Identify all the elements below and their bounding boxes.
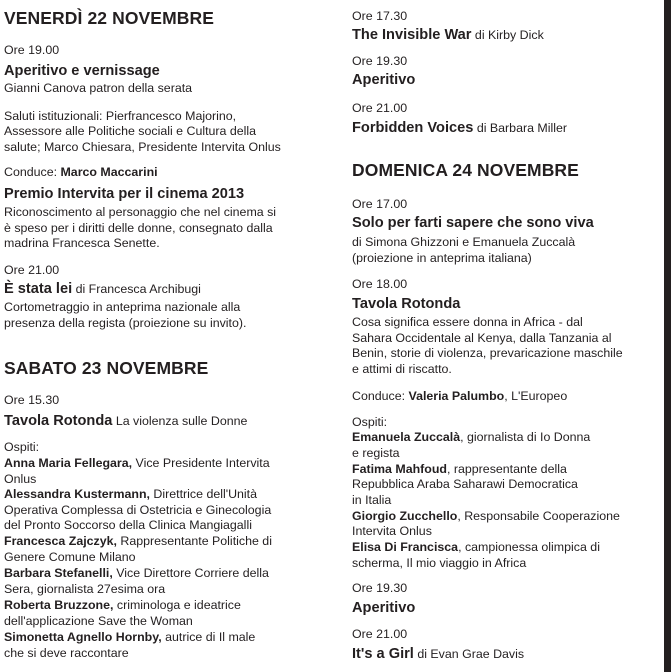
film-title-line bbox=[352, 646, 524, 663]
guest-line: in Italia bbox=[352, 493, 392, 507]
event-time: Ore 15.30 bbox=[4, 393, 60, 407]
prize-description: madrina Francesca Senette. bbox=[4, 236, 160, 250]
guest-role: , Responsabile Cooperazione bbox=[457, 509, 620, 523]
roundtable-title: Tavola Rotonda bbox=[4, 413, 113, 429]
roundtable-title-line bbox=[4, 413, 247, 430]
guest-role: criminologa e ideatrice bbox=[113, 598, 241, 612]
event-title: Aperitivo bbox=[352, 600, 416, 616]
guest-name: Fatima Mahfoud bbox=[352, 462, 447, 476]
event-time: Ore 18.00 bbox=[352, 277, 408, 291]
event-time: Ore 19.30 bbox=[352, 54, 408, 68]
event-description: Gianni Canova patron della serata bbox=[4, 81, 193, 95]
guest-line bbox=[4, 566, 269, 581]
film-description: presenza della regista (proiezione su invito). bbox=[4, 316, 247, 330]
guest-line: dell'applicazione Save the Woman bbox=[4, 614, 193, 628]
guest-line bbox=[352, 462, 567, 477]
event-time: Ore 21.00 bbox=[352, 627, 408, 641]
event-time: Ore 21.00 bbox=[352, 101, 408, 115]
roundtable-description: Benin, storie di violenza, prevaricazione maschile bbox=[352, 346, 623, 360]
conduce-name: Valeria Palumbo bbox=[408, 389, 505, 403]
conduce-name: Marco Maccarini bbox=[60, 165, 158, 179]
prize-title: Premio Intervita per il cinema 2013 bbox=[4, 186, 245, 202]
film-title: È stata lei bbox=[4, 281, 73, 297]
guest-name: Francesca Zajczyk, bbox=[4, 534, 117, 548]
event-time: Ore 17.00 bbox=[352, 197, 408, 211]
event-time: Ore 17.30 bbox=[352, 9, 408, 23]
film-title-line bbox=[352, 27, 544, 44]
prize-description: Riconoscimento al personaggio che nel cinema si bbox=[4, 205, 277, 219]
guest-role: autrice di Il male bbox=[161, 630, 256, 644]
event-time: Ore 19.00 bbox=[4, 43, 60, 57]
film-director: di Francesca Archibugi bbox=[72, 282, 201, 296]
film-director: di Kirby Dick bbox=[471, 28, 544, 42]
guest-line bbox=[4, 456, 270, 471]
film-title: It's a Girl bbox=[352, 646, 414, 662]
film-title: Solo per farti sapere che sono viva bbox=[352, 215, 594, 231]
guest-name: Barbara Stefanelli, bbox=[4, 566, 113, 580]
guest-line bbox=[4, 534, 272, 549]
prize-description: è speso per i diritti delle donne, consegnato dalla bbox=[4, 221, 273, 235]
guest-name: Alessandra Kustermann, bbox=[4, 487, 150, 501]
greetings-line: salute; Marco Chiesara, Presidente Intervita Onlus bbox=[4, 140, 281, 154]
guest-line: che si deve raccontare bbox=[4, 646, 129, 660]
guest-line: del Pronto Soccorso della Clinica Mangiagalli bbox=[4, 518, 252, 532]
day-heading-friday: VENERDÌ 22 NOVEMBRE bbox=[4, 8, 215, 28]
film-title: The Invisible War bbox=[352, 27, 472, 43]
film-director: di Barbara Miller bbox=[473, 121, 568, 135]
guest-line bbox=[4, 630, 255, 645]
conduce-affiliation: , L'Europeo bbox=[504, 389, 568, 403]
event-time: Ore 21.00 bbox=[4, 263, 60, 277]
guest-line: scherma, Il mio viaggio in Africa bbox=[352, 556, 527, 570]
guest-name: Emanuela Zuccalà bbox=[352, 430, 461, 444]
guest-name: Elisa Di Francisca bbox=[352, 540, 459, 554]
event-title: Aperitivo bbox=[352, 72, 416, 88]
guest-line bbox=[352, 509, 620, 524]
roundtable-title: Tavola Rotonda bbox=[352, 296, 461, 312]
day-heading-saturday: SABATO 23 NOVEMBRE bbox=[4, 358, 209, 378]
film-title-line bbox=[352, 120, 567, 137]
guest-role: , giornalista di Io Donna bbox=[460, 430, 591, 444]
guest-role: , rappresentante della bbox=[447, 462, 567, 476]
guest-line: Intervita Onlus bbox=[352, 524, 432, 538]
guest-line: Onlus bbox=[4, 472, 37, 486]
guest-name: Simonetta Agnello Hornby, bbox=[4, 630, 162, 644]
film-description: di Simona Ghizzoni e Emanuela Zuccalà bbox=[352, 235, 576, 249]
guest-line bbox=[352, 540, 600, 555]
conduce-line bbox=[352, 389, 567, 404]
greetings-line: Assessore alle Politiche sociali e Cultura della bbox=[4, 124, 257, 138]
film-title-line bbox=[4, 281, 201, 298]
guest-line bbox=[4, 487, 257, 502]
guest-role: Direttrice dell'Unità bbox=[149, 487, 258, 501]
guests-label: Ospiti: bbox=[4, 440, 40, 454]
guest-line: e regista bbox=[352, 446, 400, 460]
guest-line bbox=[4, 598, 241, 613]
guests-label: Ospiti: bbox=[352, 415, 388, 429]
roundtable-description: Sahara Occidentale al Kenya, dalla Tanzania al bbox=[352, 331, 612, 345]
event-time: Ore 19.30 bbox=[352, 581, 408, 595]
page-edge-bar bbox=[664, 0, 671, 672]
guest-name: Roberta Bruzzone, bbox=[4, 598, 114, 612]
film-description: Cortometraggio in anteprima nazionale alla bbox=[4, 300, 241, 314]
day-heading-sunday: DOMENICA 24 NOVEMBRE bbox=[352, 160, 579, 180]
film-title: Forbidden Voices bbox=[352, 120, 474, 136]
guest-line: Repubblica Araba Saharawi Democratica bbox=[352, 477, 578, 491]
guest-role: Rappresentante Politiche di bbox=[116, 534, 272, 548]
conduce-line bbox=[4, 165, 158, 180]
guest-line: Sera, giornalista 27esima ora bbox=[4, 582, 166, 596]
guest-line: Operativa Complessa di Ostetricia e Ginecologia bbox=[4, 503, 272, 517]
guest-name: Anna Maria Fellegara, bbox=[4, 456, 133, 470]
greetings-line: Saluti istituzionali: Pierfrancesco Majorino, bbox=[4, 109, 237, 123]
guest-line: Genere Comune Milano bbox=[4, 550, 136, 564]
roundtable-description: Cosa significa essere donna in Africa - dal bbox=[352, 315, 583, 329]
roundtable-description: e attimi di riscatto. bbox=[352, 362, 452, 376]
guest-role: Vice Direttore Corriere della bbox=[112, 566, 269, 580]
event-title: Aperitivo e vernissage bbox=[4, 63, 160, 79]
conduce-label: Conduce: bbox=[4, 165, 61, 179]
guest-role: Vice Presidente Intervita bbox=[132, 456, 270, 470]
film-description: (proiezione in anteprima italiana) bbox=[352, 251, 532, 265]
guest-line bbox=[352, 430, 590, 445]
film-director: di Evan Grae Davis bbox=[413, 647, 525, 661]
roundtable-subtitle: La violenza sulle Donne bbox=[112, 414, 248, 428]
conduce-label: Conduce: bbox=[352, 389, 409, 403]
guest-role: , campionessa olimpica di bbox=[458, 540, 600, 554]
guest-name: Giorgio Zucchello bbox=[352, 509, 458, 523]
